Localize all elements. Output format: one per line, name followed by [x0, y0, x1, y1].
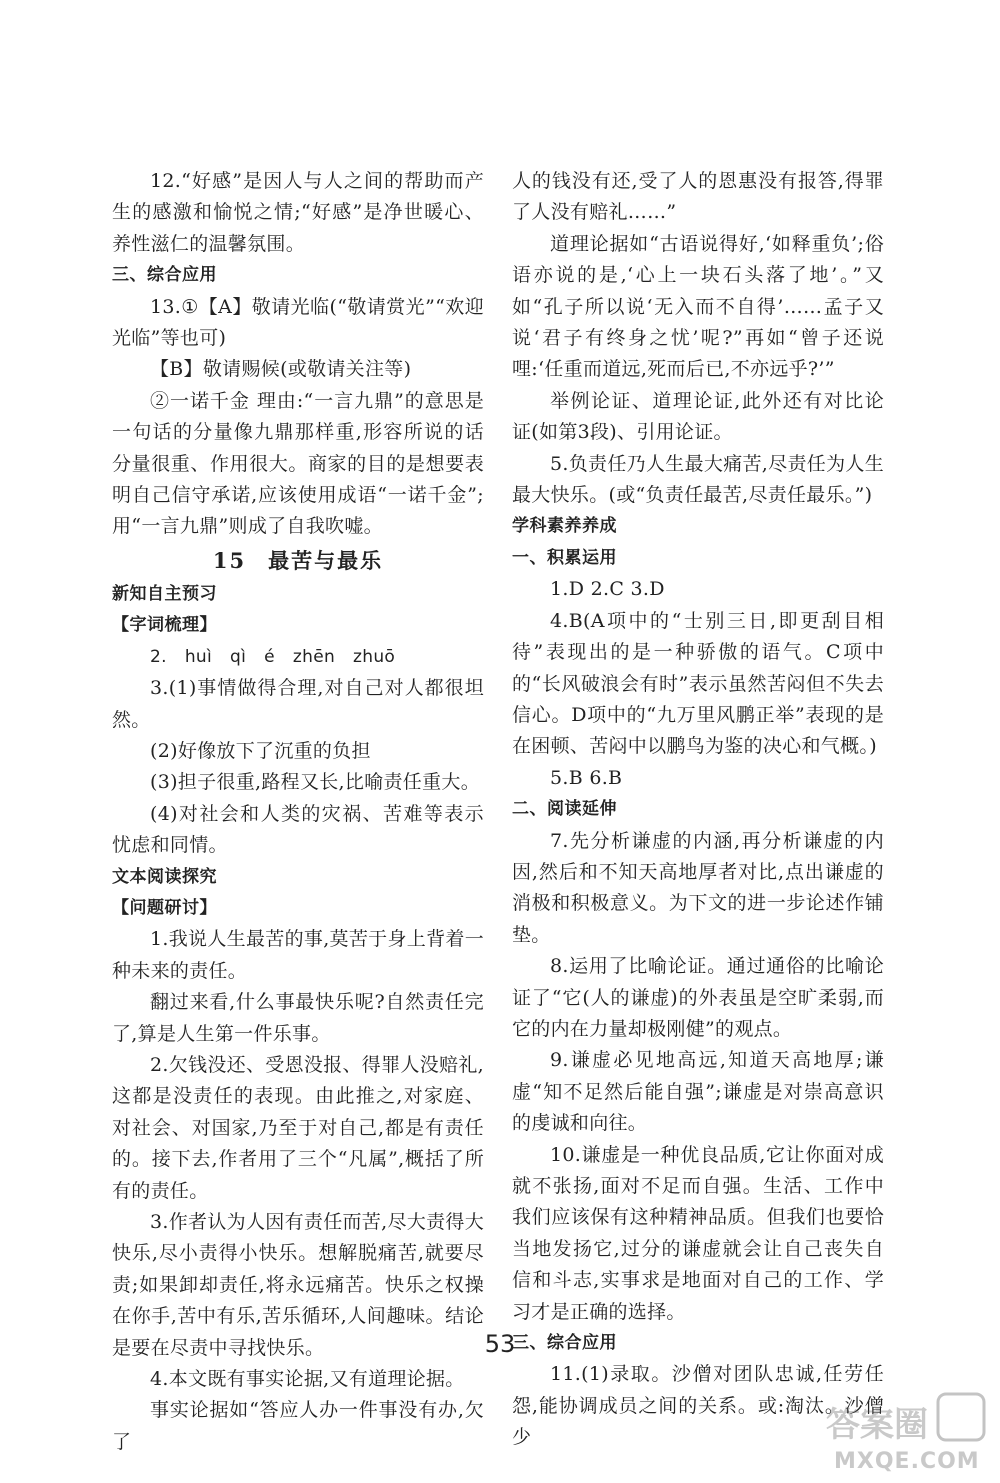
answer-paragraph: 1.D 2.C 3.D: [550, 578, 665, 601]
pinyin-item: zhuō: [353, 646, 396, 667]
answer-paragraph: 7.先分析谦虚的内涵,再分析谦虚的内因,然后和不知天高地厚者对比,点出谦虚的消极和积极意义。为下文的进一步论述作铺垫。: [512, 829, 884, 946]
right-column-answers: [512, 166, 884, 1454]
watermark-badge: [938, 1394, 984, 1440]
section-heading: 三、综合应用: [112, 265, 217, 286]
answer-paragraph: 12.“好感”是因人与人之间的帮助而产生的感激和愉悦之情;“好感”是净世暖心、养性滋仁的温馨氛围。: [112, 170, 484, 255]
answer-paragraph: 3.(1)事情做得合理,对自己对人都很坦然。: [112, 677, 484, 731]
pinyin-item: qì: [230, 646, 247, 667]
answer-paragraph: ②一诺千金 理由:“一言九鼎”的意思是一句话的分量像九鼎那样重,形容所说的话分量很重、作用很大。商家的目的是想要表明自己信守承诺,应该使用成语“一诺千金”;用“一言九鼎”则成了自我吹嘘。: [112, 389, 484, 538]
answer-paragraph: 5.负责任乃人生最大痛苦,尽责任为人生最大快乐。(或“负责任最苦,尽责任最乐。”): [512, 452, 884, 507]
left-column-preview-headings: [112, 579, 484, 642]
answer-paragraph: 人的钱没有还,受了人的恩惠没有报答,得罪了人没有赔礼……”: [512, 170, 884, 224]
section-heading: 【字词梳理】: [112, 615, 217, 636]
answer-paragraph: 4.本文既有事实论据,又有道理论据。: [150, 1368, 465, 1391]
answer-paragraph: 13.①【A】敬请光临(“敬请赏光”“欢迎光临”等也可): [112, 295, 484, 350]
answer-paragraph: 9.谦虚必见地高远,知道天高地厚;谦虚“知不足然后能自强”;谦虚是对崇高意识的虔诚和向往。: [512, 1049, 884, 1135]
section-heading: 新知自主预习: [112, 583, 217, 604]
section-heading: 三、综合应用: [512, 1333, 617, 1354]
section-heading: 一、积累运用: [512, 547, 617, 568]
right-column: [512, 166, 884, 1454]
pinyin-item: é: [264, 646, 275, 667]
answer-paragraph: 翻过来看,什么事最快乐呢?自然责任完了,算是人生第一件乐事。: [112, 991, 484, 1045]
section-heading: 【问题研讨】: [112, 897, 217, 918]
left-column: [112, 166, 484, 1458]
answer-paragraph: 2.欠钱没还、受恩没报、得罪人没赔礼,这都是没责任的表现。由此推之,对家庭、对社会、对国家,乃至于对自己,都是有责任的。接下去,作者用了三个“凡属”,概括了所有的责任。: [112, 1053, 484, 1202]
answer-paragraph: 1.我说人生最苦的事,莫苦于身上背着一种未来的责任。: [112, 928, 484, 982]
watermark-text: 答案圈: [826, 1405, 928, 1445]
section-heading: 学科素养养成: [512, 516, 617, 537]
answer-paragraph: 【B】敬请赐候(或敬请关注等): [150, 358, 412, 381]
left-column-top-block: [112, 166, 484, 543]
answer-paragraph: 8.运用了比喻论证。通过通俗的比喻论证了“它(人的谦虚)的外表虽是空旷柔弱,而它的内在力量却极刚健”的观点。: [512, 955, 884, 1040]
chapter-title: [112, 543, 484, 579]
chapter-title-text: 最苦与最乐: [268, 547, 384, 573]
answer-paragraph: 11.(1)录取。沙僧对团队忠诚,任劳任怨,能协调成员之间的关系。或:淘汰。沙僧少: [512, 1363, 884, 1449]
answer-paragraph: 道理论据如“古语说得好,‘如释重负’;俗语亦说的是,‘心上一块石头落了地’。”又如“孔子所以说‘无入而不自得’……孟子又说‘君子有终身之忧’呢?”再如“曾子还说哩:‘任重而道远,死而后已,不亦远乎?’”: [512, 232, 884, 381]
section-heading: 二、阅读延伸: [512, 799, 617, 820]
pinyin-answer: [112, 642, 484, 673]
answer-paragraph: 事实论据如“答应人办一件事没有办,欠了: [112, 1399, 484, 1453]
watermark-logo: [820, 1392, 990, 1476]
chapter-number: 15: [212, 547, 247, 573]
pinyin-label: 2.: [150, 646, 167, 667]
answer-paragraph: (4)对社会和人类的灾祸、苦难等表示忧虑和同情。: [112, 802, 484, 857]
answer-paragraph: 10.谦虚是一种优良品质,它让你面对成就不张扬,面对不足而自强。生活、工作中我们应该保有这种精神品质。但我们也要恰当地发扬它,过分的谦虚就会让自己丧失自信和斗志,实事求是地面对自己的工作、学习才是正确的选择。: [512, 1143, 884, 1323]
section-heading: 文本阅读探究: [112, 866, 217, 887]
answer-paragraph: 3.作者认为人因有责任而苦,尽大责得大快乐,尽小责得小快乐。想解脱痛苦,就要尽责;如果卸却责任,将永远痛苦。快乐之权操在你手,苦中有乐,苦乐循环,人间趣味。结论是要在尽责中寻找快乐。: [112, 1211, 484, 1359]
answer-paragraph: 举例论证、道理论证,此外还有对比论证(如第3段)、引用论证。: [512, 389, 884, 444]
answer-paragraph: (2)好像放下了沉重的负担: [150, 739, 371, 762]
answer-paragraph: 5.B 6.B: [550, 766, 623, 789]
answer-paragraph: 4.B(A项中的“士别三日,即更刮目相待”表现出的是一种骄傲的语气。C项中的“长风破浪会有时”表示虽然苦闷但不失去信心。D项中的“九万里风鹏正举”表现的是在困顿、苦闷中以鹏鸟为鉴的决心和气概。): [512, 609, 884, 758]
pinyin-item: huì: [184, 646, 213, 667]
page-number: 53: [484, 1330, 516, 1358]
answer-paragraph: (3)担子很重,路程又长,比喻责任重大。: [150, 771, 480, 794]
watermark-domain: MXQE.COM: [834, 1449, 980, 1474]
pinyin-item: zhēn: [292, 646, 336, 667]
